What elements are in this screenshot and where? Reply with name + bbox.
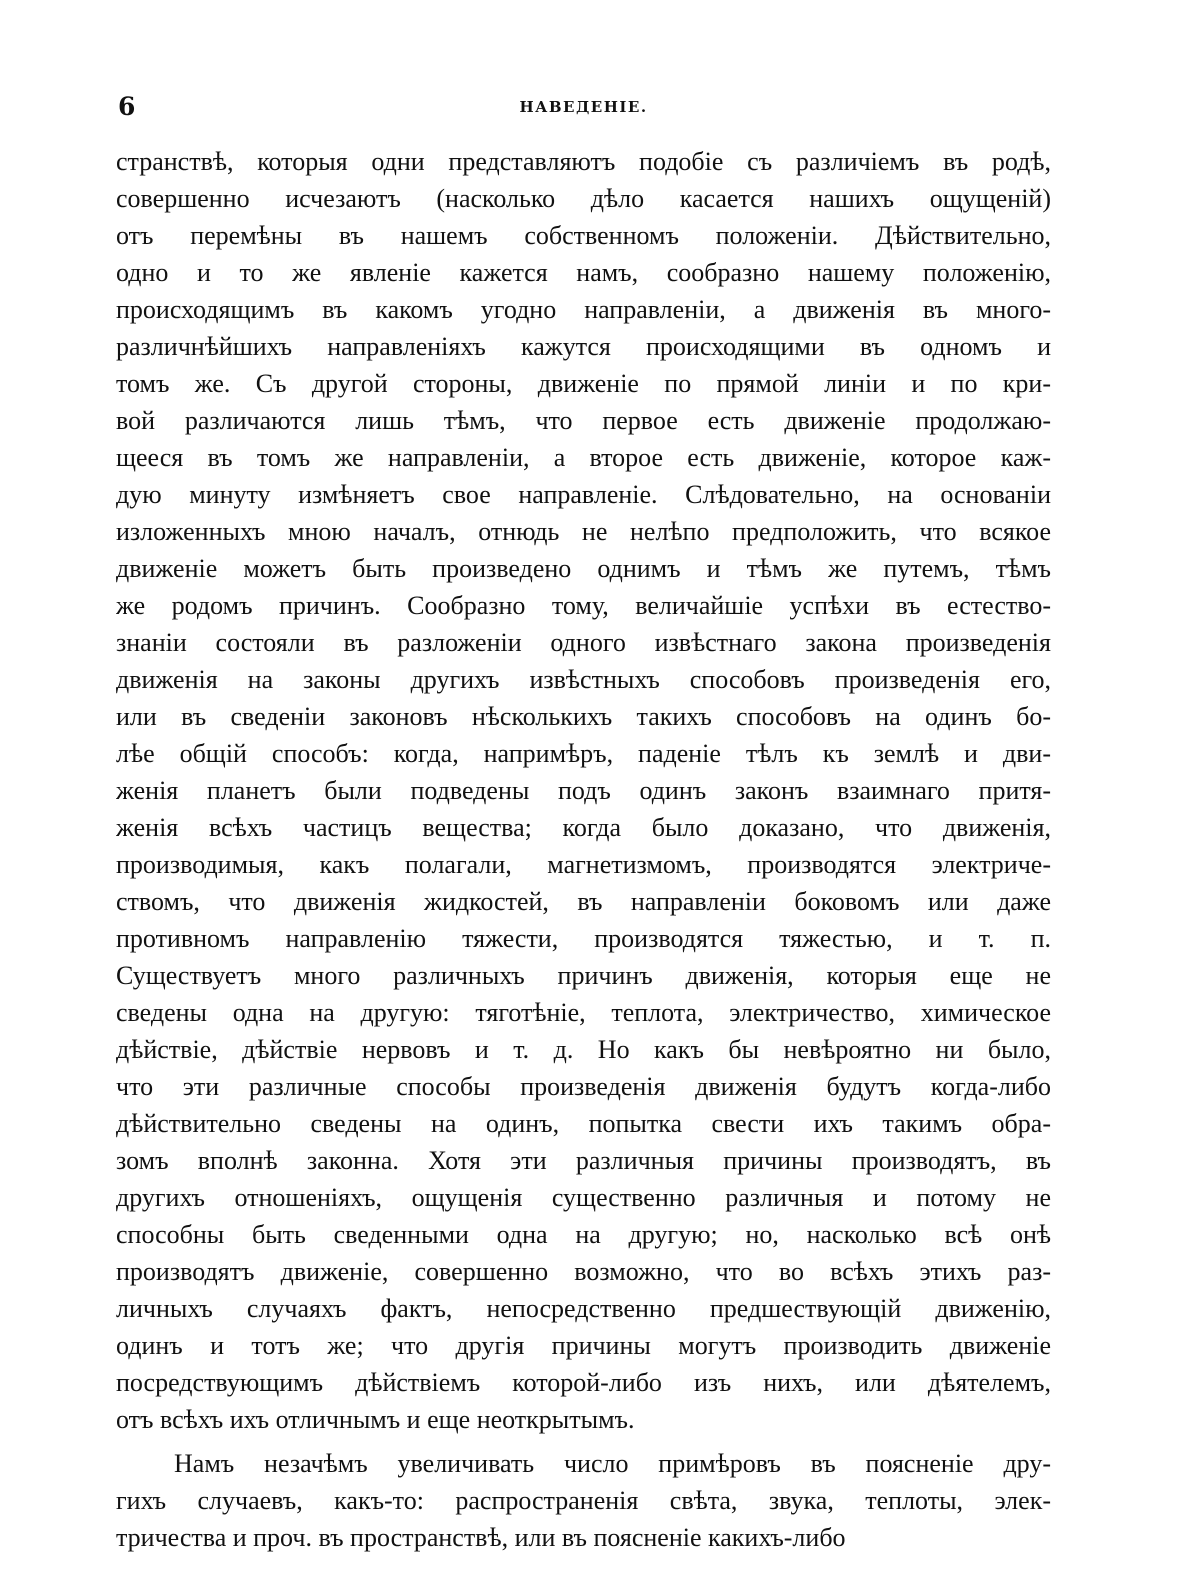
page-header (116, 92, 1051, 122)
text-line: знаніи состояли въ разложеніи одного извѣстнаго закона произведенія (116, 628, 1051, 657)
text-line: производятъ движеніе, совершенно возможно, что во всѣхъ этихъ раз- (116, 1257, 1051, 1286)
text-line: противномъ направленію тяжести, производятся тяжестью, и т. п. (116, 924, 1051, 953)
text-line: женія всѣхъ частицъ вещества; когда было доказано, что движенія, (116, 813, 1051, 842)
text-line: производимыя, какъ полагали, магнетизмомъ, производятся электриче- (116, 850, 1051, 879)
text-line: изложенныхъ мною началъ, отнюдь не нелѣпо предположить, что всякое (116, 517, 1051, 546)
text-line: томъ же. Съ другой стороны, движеніе по прямой линіи и по кри- (116, 369, 1051, 398)
text-line: вой различаются лишь тѣмъ, что первое есть движеніе продолжаю- (116, 406, 1051, 435)
text-line: что эти различные способы произведенія движенія будутъ когда-либо (116, 1072, 1051, 1101)
page-number: 6 (118, 92, 136, 121)
text-line: дѣйствительно сведены на одинъ, попытка свести ихъ такимъ обра- (116, 1109, 1051, 1138)
text-line: Намъ незачѣмъ увеличивать число примѣровъ въ поясненіе дру- (174, 1449, 1051, 1478)
paragraph-gap (116, 1438, 1051, 1445)
body-text (116, 143, 1051, 1556)
text-line: одинъ и тотъ же; что другія причины могутъ производить движеніе (116, 1331, 1051, 1360)
paragraph (116, 1445, 1051, 1556)
text-line: движеніе можетъ быть произведено однимъ и тѣмъ же путемъ, тѣмъ (116, 554, 1051, 583)
text-line: дую минуту измѣняетъ свое направленіе. Слѣдовательно, на основаніи (116, 480, 1051, 509)
running-title: НАВЕДЕНІЕ. (519, 98, 648, 116)
text-line: различнѣйшихъ направленіяхъ кажутся происходящими въ одномъ и (116, 332, 1051, 361)
text-line: посредствующимъ дѣйствіемъ которой-либо изъ нихъ, или дѣятелемъ, (116, 1368, 1051, 1397)
text-line: странствѣ, которыя одни представляютъ подобіе съ различіемъ въ родѣ, (116, 147, 1051, 176)
text-line: зомъ вполнѣ законна. Хотя эти различныя причины производятъ, въ (116, 1146, 1051, 1175)
text-line: дѣйствіе, дѣйствіе нервовъ и т. д. Но какъ бы невѣроятно ни было, (116, 1035, 1051, 1064)
text-line: Существуетъ много различныхъ причинъ движенія, которыя еще не (116, 961, 1051, 990)
text-line: гихъ случаевъ, какъ-то: распространенія свѣта, звука, теплоты, элек- (116, 1486, 1051, 1515)
text-line: способны быть сведенными одна на другую; но, насколько всѣ онѣ (116, 1220, 1051, 1249)
text-line: отъ перемѣны въ нашемъ собственномъ положеніи. Дѣйствительно, (116, 221, 1051, 250)
text-line: сведены одна на другую: тяготѣніе, теплота, электричество, химическое (116, 998, 1051, 1027)
text-line: же родомъ причинъ. Сообразно тому, величайшіе успѣхи въ естество- (116, 591, 1051, 620)
text-line: другихъ отношеніяхъ, ощущенія существенно различныя и потому не (116, 1183, 1051, 1212)
text-line: движенія на законы другихъ извѣстныхъ способовъ произведенія его, (116, 665, 1051, 694)
text-line: отъ всѣхъ ихъ отличнымъ и еще неоткрытымъ. (116, 1405, 635, 1434)
text-line: тричества и проч. въ пространствѣ, или въ поясненіе какихъ-либо (116, 1523, 846, 1552)
text-line: происходящимъ въ какомъ угодно направленіи, а движенія въ много- (116, 295, 1051, 324)
text-line: лѣе общій способъ: когда, напримѣръ, паденіе тѣлъ къ землѣ и дви- (116, 739, 1051, 768)
text-line: женія планетъ были подведены подъ одинъ законъ взаимнаго притя- (116, 776, 1051, 805)
paragraph (116, 143, 1051, 1438)
text-line: личныхъ случаяхъ фактъ, непосредственно предшествующій движенію, (116, 1294, 1051, 1323)
text-line: совершенно исчезаютъ (насколько дѣло касается нашихъ ощущеній) (116, 184, 1051, 213)
text-line: ствомъ, что движенія жидкостей, въ направленіи боковомъ или даже (116, 887, 1051, 916)
text-line: щееся въ томъ же направленіи, а второе есть движеніе, которое каж- (116, 443, 1051, 472)
text-line: или въ сведеніи законовъ нѣсколькихъ такихъ способовъ на одинъ бо- (116, 702, 1051, 731)
text-line: одно и то же явленіе кажется намъ, сообразно нашему положенію, (116, 258, 1051, 287)
